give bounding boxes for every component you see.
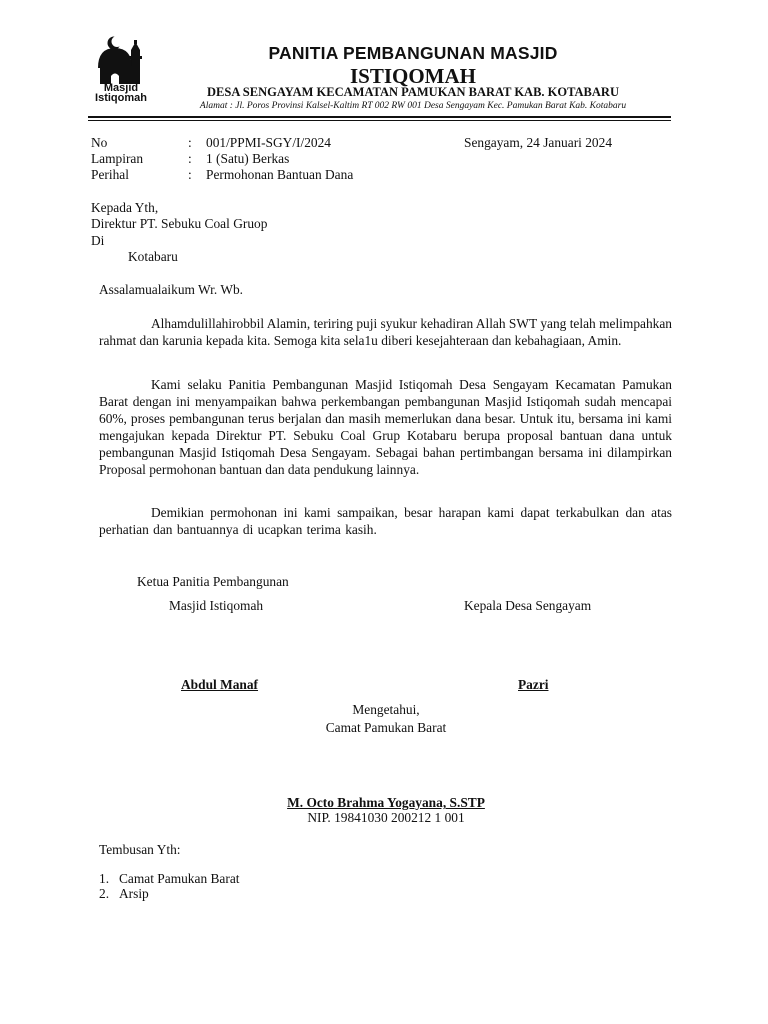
letterhead-address: Alamat : Jl. Poros Provinsi Kalsel-Kaltim RT 002 RW 001 Desa Sengayam Kec. Pamukan Barat Kab. Kotabaru [199, 101, 627, 111]
meta-value-lampiran: 1 (Satu) Berkas [206, 151, 290, 166]
witness-nip: NIP. 19841030 200212 1 001 [307, 810, 465, 825]
paragraph-2 [99, 376, 672, 478]
greeting: Assalamualaikum Wr. Wb. [99, 282, 244, 297]
letterhead-title-line1: PANITIA PEMBANGUNAN MASJID [268, 43, 558, 63]
letterhead-rule-thin [88, 120, 671, 121]
meta-value-perihal: Permohonan Bantuan Dana [206, 167, 354, 182]
witness-line2: Camat Pamukan Barat [325, 720, 447, 735]
paragraph-1 [99, 315, 672, 349]
left-signer-title1: Ketua Panitia Pembangunan [137, 574, 289, 589]
paragraph-3-text: Demikian permohonan ini kami sampaikan, besar harapan kami dapat terkabulkan dan atas perhatian dan bantuannya di ucapkan terima kasih. [99, 505, 672, 537]
right-signer-name: Pazri [518, 677, 549, 692]
left-signer-title2: Masjid Istiqomah [169, 598, 264, 613]
place-date: Sengayam, 24 Januari 2024 [464, 135, 613, 150]
left-signer-name: Abdul Manaf [181, 677, 259, 692]
meta-value-no: 001/PPMI-SGY/I/2024 [206, 135, 331, 150]
cc-item-num-1: 1. [99, 871, 110, 886]
recipient-line2: Direktur PT. Sebuku Coal Gruop [91, 216, 268, 231]
recipient-line1: Kepada Yth, [91, 200, 159, 215]
logo-text-line2: Istiqomah [95, 92, 147, 104]
meta-label-perihal: Perihal [91, 167, 129, 182]
logo-text-line1: Masjid [103, 82, 139, 94]
recipient-line4: Kotabaru [128, 249, 178, 264]
paragraph-2-text: Kami selaku Panitia Pembangunan Masjid Istiqomah Desa Sengayam Kecamatan Pamukan Barat dengan ini menyampaikan bahwa perkembangan pembangunan Masjid Istiqomah sudah mencapai 60%, proses pembangunan terus berjalan dan masih memerlukan dana besar. Untuk itu, bersama ini kami mengajukan kepada Direktur PT. Sebuku Coal Grup Kotabaru berupa proposal bantuan dana untuk pembangunan Masjid Istiqomah Desa Sengayam. Sebagai bahan pertimbangan bersama ini dilampirkan Proposal permohonan bantuan dan data pendukung lainnya. [99, 377, 672, 477]
meta-label-lampiran: Lampiran [91, 151, 144, 166]
meta-label-no: No [91, 135, 108, 150]
right-signer-title: Kepala Desa Sengayam [464, 598, 592, 613]
cc-heading: Tembusan Yth: [99, 842, 181, 857]
cc-item-2: Arsip [119, 886, 149, 901]
witness-name: M. Octo Brahma Yogayana, S.STP [287, 795, 485, 810]
meta-sep-no: : [188, 135, 192, 150]
paragraph-3 [99, 504, 672, 538]
paragraph-1-text: Alhamdulillahirobbil Alamin, teriring puji syukur kehadiran Allah SWT yang telah melimpahkan rahmat dan karunia kepada kita. Semoga kita sela1u diberi kesejahteraan dan kebahagiaan, Amin. [99, 316, 672, 348]
letterhead-rule-thick [88, 116, 671, 118]
recipient-line3: Di [91, 233, 105, 248]
letterhead-title-line2: ISTIQOMAH [349, 64, 477, 88]
witness-line1: Mengetahui, [352, 702, 420, 717]
meta-sep-lampiran: : [188, 151, 192, 166]
cc-item-num-2: 2. [99, 886, 110, 901]
cc-item-1: Camat Pamukan Barat [119, 871, 240, 886]
meta-sep-perihal: : [188, 167, 192, 182]
letterhead-subtitle: DESA SENGAYAM KECAMATAN PAMUKAN BARAT KAB. KOTABARU [207, 85, 619, 99]
